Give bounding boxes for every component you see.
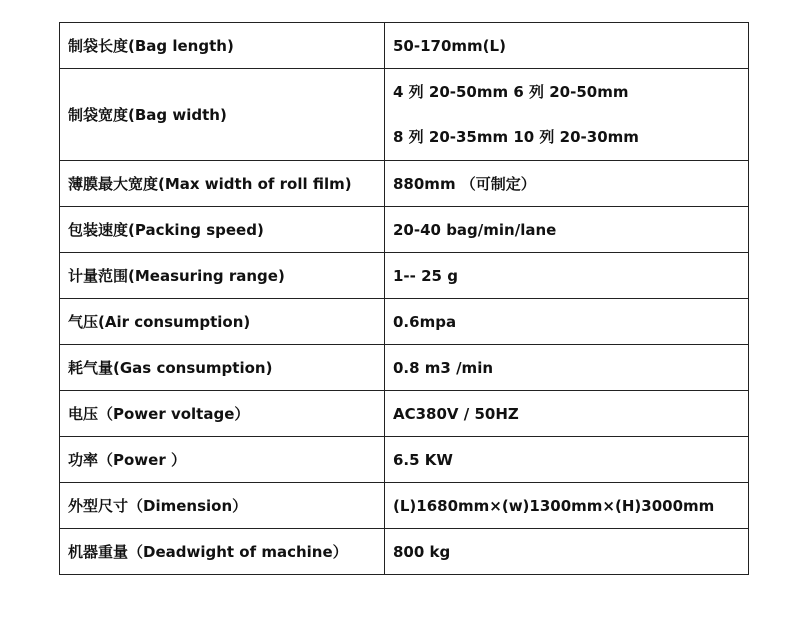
spec-value: 0.6mpa bbox=[385, 299, 749, 345]
table-row bbox=[60, 207, 749, 253]
spec-value-line: 8 列 20-35mm 10 列 20-30mm bbox=[393, 127, 639, 146]
spec-label: 制袋长度(Bag length) bbox=[60, 23, 385, 69]
table-row bbox=[60, 23, 749, 69]
spec-value: 20-40 bag/min/lane bbox=[385, 207, 749, 253]
spec-value: (L)1680mm×(w)1300mm×(H)3000mm bbox=[385, 483, 749, 529]
table-row bbox=[60, 529, 749, 575]
spec-label: 计量范围(Measuring range) bbox=[60, 253, 385, 299]
spec-value: 1-- 25 g bbox=[385, 253, 749, 299]
spec-value: 880mm （可制定） bbox=[385, 161, 749, 207]
table-row bbox=[60, 299, 749, 345]
table-row bbox=[60, 161, 749, 207]
spec-label: 耗气量(Gas consumption) bbox=[60, 345, 385, 391]
spec-value bbox=[385, 69, 749, 161]
table-row bbox=[60, 437, 749, 483]
spec-label: 薄膜最大宽度(Max width of roll film) bbox=[60, 161, 385, 207]
spec-label: 外型尺寸（Dimension） bbox=[60, 483, 385, 529]
spec-value: AC380V / 50HZ bbox=[385, 391, 749, 437]
spec-label: 电压（Power voltage） bbox=[60, 391, 385, 437]
spec-label: 功率（Power ） bbox=[60, 437, 385, 483]
spec-label: 制袋宽度(Bag width) bbox=[60, 69, 385, 161]
table-row bbox=[60, 483, 749, 529]
spec-label: 机器重量（Deadwight of machine） bbox=[60, 529, 385, 575]
table-row bbox=[60, 253, 749, 299]
spec-label: 气压(Air consumption) bbox=[60, 299, 385, 345]
spec-table bbox=[59, 22, 749, 575]
spec-value: 50-170mm(L) bbox=[385, 23, 749, 69]
spec-value: 6.5 KW bbox=[385, 437, 749, 483]
spec-value: 800 kg bbox=[385, 529, 749, 575]
spec-value: 0.8 m3 /min bbox=[385, 345, 749, 391]
table-row bbox=[60, 391, 749, 437]
table-row bbox=[60, 69, 749, 161]
spec-label: 包装速度(Packing speed) bbox=[60, 207, 385, 253]
spec-value-line: 4 列 20-50mm 6 列 20-50mm bbox=[393, 82, 629, 101]
table-row bbox=[60, 345, 749, 391]
